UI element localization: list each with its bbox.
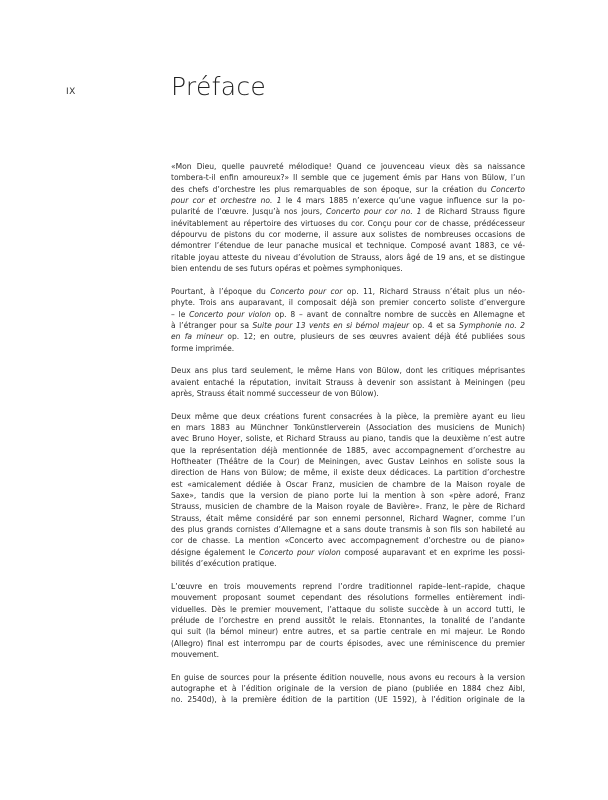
text-segment: – le — [171, 309, 190, 319]
text-line — [171, 547, 525, 558]
text-segment: op. 8 – avant de connaître nombre de succès en Allemagne et — [270, 309, 525, 319]
text-line — [171, 218, 525, 229]
text-segment: Strauss, musicien de chambre de la Maison royale de Bavière». Franz, le père de Richard — [171, 502, 525, 512]
text-line — [171, 649, 525, 660]
text-segment: Pourtant, à l’époque du — [171, 286, 271, 296]
text-segment: cor de chasse. La mention «Concerto avec accompagnement d’orchestre ou de piano» — [171, 536, 525, 546]
paragraph — [171, 411, 525, 570]
italic-title: Concerto — [490, 184, 525, 194]
text-segment: op. 11, Richard Strauss n’était plus un néo- — [342, 286, 525, 296]
text-segment: pularité de l’œuvre. Jusqu’à nos jours, — [171, 207, 326, 217]
text-line — [171, 615, 525, 626]
text-segment: mouvement proposant soumet cependant des résolutions formelles entièrement indi- — [171, 593, 525, 603]
text-line — [171, 263, 525, 274]
italic-title: Symphonie no. 2 — [459, 320, 525, 330]
text-segment: en mars 1883 au Münchner Tonkünstlerverein (Association des musiciens de Munich) — [171, 423, 525, 433]
text-segment: Saxe», tandis que la version de piano porte lui la mention à son «père adoré, Franz — [171, 491, 525, 501]
text-line — [171, 445, 525, 456]
text-segment: Hoftheater (Théâtre de la Cour) de Meiningen, avec Gustav Leinhos en soliste sous la — [171, 457, 525, 467]
text-segment: inévitablement au répertoire des virtuoses du cor. Conçu pour cor de chasse, prédécesseur — [171, 218, 525, 228]
text-line — [171, 467, 525, 478]
text-segment: prélude de l’orchestre en prend aussitôt le relais. Etonnantes, la tonalité de l’andante — [171, 615, 525, 625]
text-segment: op. 12; en outre, plusieurs de ses œuvres avaient déjà été publiées sous — [223, 332, 525, 342]
text-line — [171, 433, 525, 444]
paragraph — [171, 672, 525, 706]
text-segment: op. 4 et sa — [409, 320, 460, 330]
text-line — [171, 172, 525, 183]
text-line — [171, 638, 525, 649]
text-segment: le 4 mars 1885 n’exerce qu’une vague influence sur la po- — [281, 196, 526, 206]
text-line — [171, 240, 525, 251]
text-line — [171, 388, 525, 399]
text-segment: bilités d’exécution pratique. — [171, 559, 277, 569]
text-line — [171, 422, 525, 433]
text-line — [171, 297, 525, 308]
text-line — [171, 365, 525, 376]
text-line — [171, 592, 525, 603]
text-line — [171, 694, 525, 705]
text-line — [171, 229, 525, 240]
text-line — [171, 161, 525, 172]
text-line — [171, 195, 525, 206]
text-line — [171, 184, 525, 195]
italic-title: pour cor et orchestre no. 1 — [171, 196, 282, 206]
text-line — [171, 535, 525, 546]
text-segment: L’œuvre en trois mouvements reprend l’ordre traditionnel rapide–lent–rapide, chaque — [171, 581, 525, 591]
text-segment: tombera-t-il enfin amoureux?» Il semble que ce jugement émis par Hans von Bülow, l’un — [171, 173, 525, 183]
text-segment: des plus grands cornistes d’Allemagne et a sans doute transmis à son fils son habileté au — [171, 525, 525, 535]
text-line — [171, 286, 525, 297]
text-segment: En guise de sources pour la présente édition nouvelle, nous avons eu recours à la version — [171, 672, 525, 682]
paragraph — [171, 365, 525, 399]
text-line — [171, 683, 525, 694]
text-line — [171, 309, 525, 320]
text-segment: forme imprimée. — [171, 343, 235, 353]
paragraph — [171, 286, 525, 354]
text-line — [171, 513, 525, 524]
preface-body — [171, 161, 525, 717]
italic-title: Concerto pour violon — [189, 309, 271, 319]
text-line — [171, 206, 525, 217]
text-line — [171, 456, 525, 467]
italic-title: Concerto pour violon — [259, 547, 341, 557]
text-segment: Deux même que deux créations furent consacrées à la pièce, la première ayant eu lieu — [171, 411, 525, 421]
text-segment: après, Strauss était nommé successeur de von Bülow). — [171, 388, 379, 398]
text-segment: no. 2540d), à la première édition de la partition (UE 1592), à l’édition originale de la — [171, 695, 525, 705]
text-line — [171, 501, 525, 512]
text-segment: démontrer l’étendue de leur panache musical et technique. Composé avant 1883, ce vé- — [171, 241, 525, 251]
text-segment: qui suit (la bémol mineur) entre autres, et sa partie centrale en mi majeur. Le Rondo — [171, 627, 525, 637]
text-line — [171, 331, 525, 342]
page-title: Préface — [171, 72, 267, 101]
text-segment: bien entendu de ses futurs opéras et poèmes symphoniques. — [171, 264, 403, 274]
text-line — [171, 479, 525, 490]
italic-title: Concerto pour cor — [270, 286, 343, 296]
text-line — [171, 604, 525, 615]
text-segment: direction de Hans von Bülow; de même, il existe deux dédicaces. La partition d’orchestre — [171, 468, 525, 478]
paragraph — [171, 161, 525, 274]
text-segment: viduelles. Dès le premier mouvement, l’attaque du soliste succède à un accord tutti, le — [171, 604, 525, 614]
text-segment: est «amicalement dédiée à Oscar Franz, musicien de chambre de la Maison royale de — [171, 479, 525, 489]
text-line — [171, 343, 525, 354]
text-segment: des chefs d’orchestre les plus remarquables de son époque, sur la création du — [171, 184, 491, 194]
text-segment: mouvement. — [171, 649, 219, 659]
italic-title: Concerto pour cor no. 1 — [326, 207, 422, 217]
text-segment: «Mon Dieu, quelle pauvreté mélodique! Quand ce jouvenceau vieux dès sa naissance — [171, 162, 525, 171]
text-segment: de Richard Strauss figure — [421, 207, 525, 217]
text-line — [171, 672, 525, 683]
text-segment: avaient entaché la réputation, invitait Strauss à devenir son assistant à Meiningen (peu — [171, 377, 525, 387]
text-segment: à l’étranger pour sa — [171, 320, 253, 330]
text-segment: phyte. Trois ans auparavant, il composait déjà son premier concerto soliste d’envergure — [171, 298, 525, 308]
text-line — [171, 377, 525, 388]
text-line — [171, 490, 525, 501]
text-line — [171, 558, 525, 569]
text-segment: (Allegro) final est interrompu par de courts épisodes, avec une réminiscence du premier — [171, 638, 525, 648]
paragraph — [171, 581, 525, 660]
text-segment: Strauss, était même considéré par son ennemi personnel, Richard Wagner, comme l’un — [171, 513, 525, 523]
text-segment: composé auparavant et en exprime les possi- — [340, 547, 525, 557]
text-line — [171, 524, 525, 535]
text-line — [171, 626, 525, 637]
text-line — [171, 581, 525, 592]
page-number: IX — [66, 87, 76, 97]
italic-title: en fa mineur — [171, 332, 224, 342]
text-segment: avec Bruno Hoyer, soliste, et Richard Strauss au piano, tandis que la deuxième n’est autre — [171, 434, 525, 444]
text-line — [171, 411, 525, 422]
text-line — [171, 320, 525, 331]
text-line — [171, 252, 525, 263]
text-segment: désigne également le — [171, 547, 260, 557]
text-segment: ritable joyau atteste du niveau d’évolution de Strauss, alors âgé de 19 ans, et se distingue — [171, 252, 525, 262]
text-segment: autographe et à l’édition originale de la version de piano (publiée en 1884 chez Aibl, — [171, 684, 525, 694]
text-segment: que la représentation déjà mentionnée de 1885, avec accompagnement d’orchestre au — [171, 445, 525, 455]
text-segment: Deux ans plus tard seulement, le même Hans von Bülow, dont les critiques méprisantes — [171, 366, 525, 376]
italic-title: Suite pour 13 vents en si bémol majeur — [252, 320, 410, 330]
text-segment: dépourvu de pistons du cor moderne, il assure aux solistes de nombreuses occasions de — [171, 230, 525, 240]
